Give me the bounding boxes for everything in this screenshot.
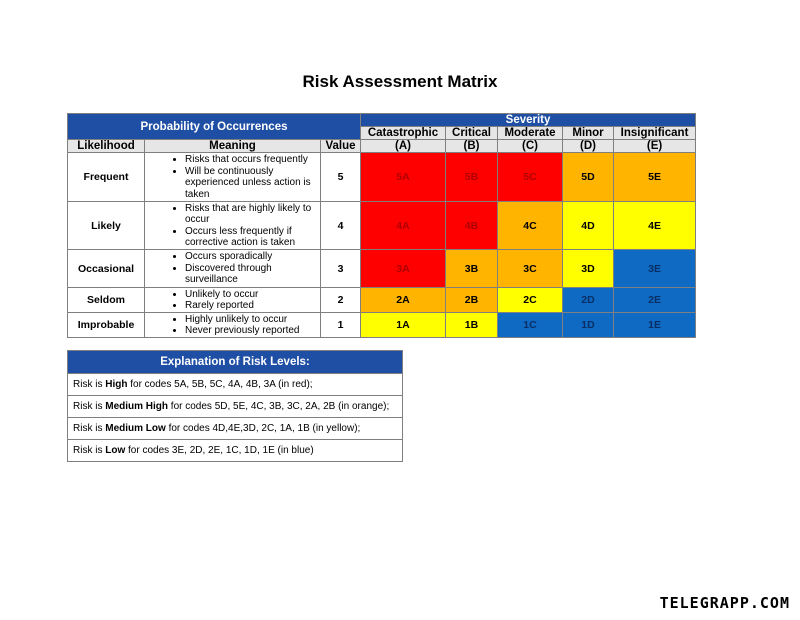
meaning-item: • Rarely reported (185, 300, 320, 312)
meaning-item: • Occurs less frequently if corrective action is taken (185, 226, 320, 249)
risk-cell: 1E (614, 313, 696, 338)
risk-cell: 3D (563, 250, 614, 288)
table-row (68, 288, 696, 313)
probability-header: Probability of Occurrences (68, 114, 361, 140)
explanation-prefix: Risk is (73, 379, 106, 390)
meaning-item: • Discovered through surveillance (185, 263, 320, 286)
likelihood-value: 3 (321, 250, 361, 288)
likelihood-label: Frequent (68, 153, 145, 202)
meaning-item: • Occurs sporadically (185, 251, 320, 263)
severity-name: Moderate (498, 127, 563, 140)
meaning-cell (145, 153, 321, 202)
severity-header: Severity (361, 114, 696, 127)
severity-name: Catastrophic (361, 127, 446, 140)
meaning-item: • Never previously reported (185, 325, 320, 337)
severity-name: Minor (563, 127, 614, 140)
explanation-prefix: Risk is (73, 423, 106, 434)
risk-cell: 2C (498, 288, 563, 313)
risk-cell: 4D (563, 202, 614, 250)
meaning-item: • Highly unlikely to occur (185, 314, 320, 326)
likelihood-label: Occasional (68, 250, 145, 288)
col-header-meaning: Meaning (145, 140, 321, 153)
col-header-likelihood: Likelihood (68, 140, 145, 153)
meaning-cell (145, 288, 321, 313)
risk-level-name: Medium High (105, 401, 169, 412)
risk-cell: 3C (498, 250, 563, 288)
severity-code: (D) (563, 140, 614, 153)
risk-cell: 3E (614, 250, 696, 288)
meaning-item: • Risks that are highly likely to occur (185, 203, 320, 226)
likelihood-value: 5 (321, 153, 361, 202)
risk-cell: 2A (361, 288, 446, 313)
meaning-item: • Risks that occurs frequently (185, 154, 320, 166)
explanation-prefix: Risk is (73, 401, 106, 412)
explanation-line (68, 440, 403, 462)
risk-cell: 4A (361, 202, 446, 250)
risk-level-explanation-table (67, 350, 403, 462)
risk-cell: 5E (614, 153, 696, 202)
severity-name: Critical (446, 127, 498, 140)
explanation-prefix: Risk is (73, 445, 106, 456)
explanation-header: Explanation of Risk Levels: (68, 351, 403, 374)
risk-level-name: High (105, 379, 128, 390)
risk-cell: 1C (498, 313, 563, 338)
explanation-suffix: for codes 3E, 2D, 2E, 1C, 1D, 1E (in blue) (125, 445, 314, 456)
risk-cell: 2D (563, 288, 614, 313)
risk-level-name: Medium Low (105, 423, 166, 434)
severity-code: (C) (498, 140, 563, 153)
risk-cell: 4C (498, 202, 563, 250)
risk-cell: 2E (614, 288, 696, 313)
explanation-suffix: for codes 5D, 5E, 4C, 3B, 3C, 2A, 2B (in orange); (168, 401, 390, 412)
risk-cell: 5D (563, 153, 614, 202)
severity-name: Insignificant (614, 127, 696, 140)
table-row (68, 313, 696, 338)
meaning-cell (145, 250, 321, 288)
risk-matrix-table (67, 113, 696, 338)
risk-cell: 2B (446, 288, 498, 313)
risk-cell: 4B (446, 202, 498, 250)
table-row (68, 153, 696, 202)
likelihood-label: Likely (68, 202, 145, 250)
risk-cell: 5A (361, 153, 446, 202)
risk-cell: 3A (361, 250, 446, 288)
severity-code: (A) (361, 140, 446, 153)
likelihood-value: 4 (321, 202, 361, 250)
explanation-suffix: for codes 4D,4E,3D, 2C, 1A, 1B (in yellow); (165, 423, 361, 434)
explanation-line (68, 396, 403, 418)
risk-cell: 5C (498, 153, 563, 202)
risk-cell: 1A (361, 313, 446, 338)
severity-code: (B) (446, 140, 498, 153)
explanation-suffix: for codes 5A, 5B, 5C, 4A, 4B, 3A (in red); (127, 379, 313, 390)
likelihood-label: Improbable (68, 313, 145, 338)
col-header-value: Value (321, 140, 361, 153)
explanation-line (68, 374, 403, 396)
site-watermark: TELEGRAPP.COM (659, 594, 790, 612)
meaning-cell (145, 202, 321, 250)
risk-cell: 1B (446, 313, 498, 338)
likelihood-value: 1 (321, 313, 361, 338)
severity-code: (E) (614, 140, 696, 153)
risk-cell: 1D (563, 313, 614, 338)
meaning-cell (145, 313, 321, 338)
table-row (68, 202, 696, 250)
page-title: Risk Assessment Matrix (302, 72, 498, 91)
meaning-item: • Will be continuously experienced unless action is taken (185, 166, 320, 201)
likelihood-value: 2 (321, 288, 361, 313)
table-row (68, 250, 696, 288)
risk-cell: 5B (446, 153, 498, 202)
meaning-item: • Unlikely to occur (185, 289, 320, 301)
risk-cell: 3B (446, 250, 498, 288)
likelihood-label: Seldom (68, 288, 145, 313)
risk-cell: 4E (614, 202, 696, 250)
risk-level-name: Low (105, 445, 126, 456)
explanation-line (68, 418, 403, 440)
